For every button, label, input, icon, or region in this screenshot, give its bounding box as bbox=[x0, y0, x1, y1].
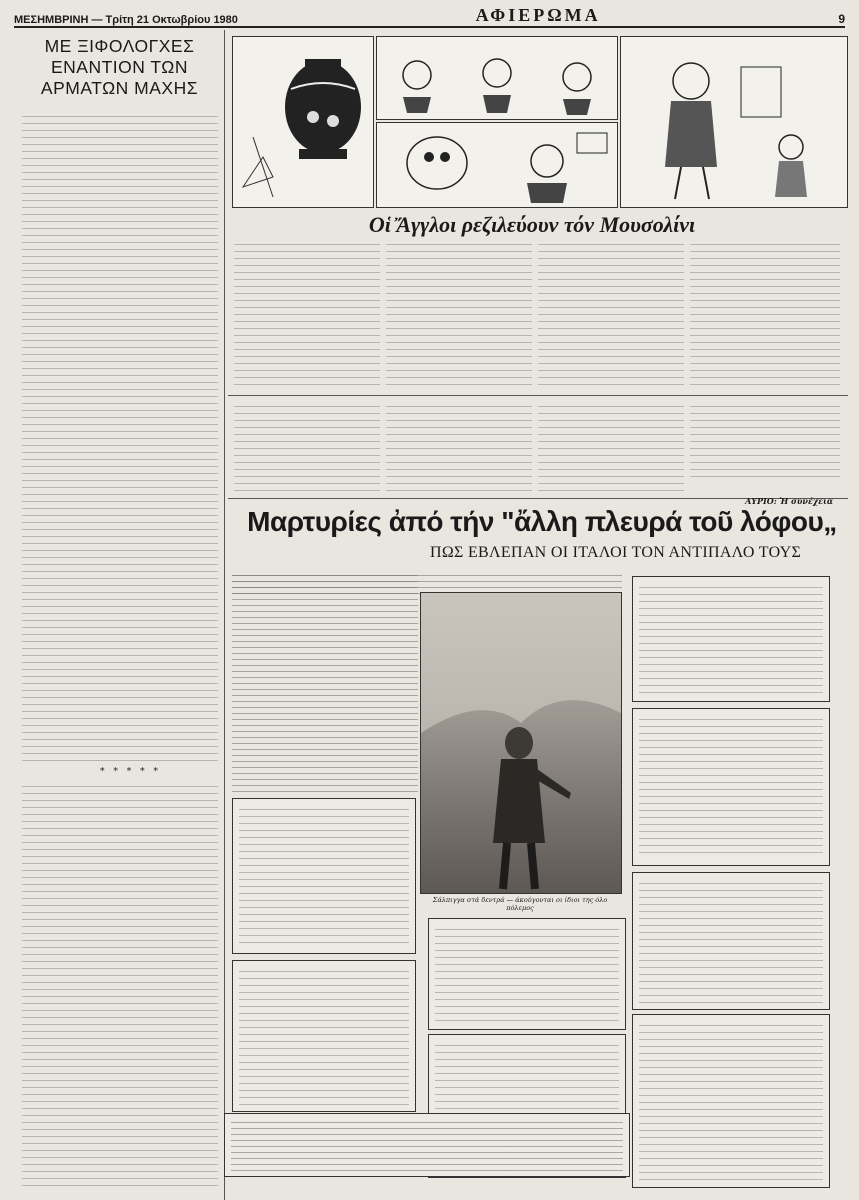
feature-subheadline: ΠΩΣ ΕΒΛΕΠΑΝ ΟΙ ΙΤΑΛΟΙ ΤΟΝ ΑΝΤΙΠΑΛΟ ΤΟΥΣ bbox=[430, 544, 802, 561]
testimony-box-1 bbox=[632, 576, 830, 702]
feature-intro-text bbox=[232, 572, 418, 792]
cartoon-panel-bottom bbox=[376, 122, 618, 208]
photo-caption: Σάλπιγγα στά δεντρά — άκούγονται οι ίδιοι της όλο πόλεμος bbox=[432, 896, 608, 912]
masthead bbox=[14, 4, 845, 28]
testimony-box-3 bbox=[632, 872, 830, 1010]
soldier-photo bbox=[420, 592, 622, 894]
page-number: 9 bbox=[838, 12, 845, 26]
feature-intro-lead bbox=[232, 572, 622, 594]
cartoons-article-col-1 bbox=[234, 240, 380, 390]
article-separator: * * * * * bbox=[100, 767, 161, 777]
cartoons-headline: Οἱ Ἄγγλοι ρεζιλεύουν τόν Μουσολίνι bbox=[368, 212, 696, 237]
footnote-box bbox=[224, 1113, 630, 1177]
continued-col-1 bbox=[234, 402, 380, 494]
cartoons-article-col-4 bbox=[690, 240, 840, 390]
continued-col-4 bbox=[690, 402, 840, 482]
issue-date: ΜΕΣΗΜΒΡΙΝΗ — Τρίτη 21 Οκτωβρίου 1980 bbox=[14, 14, 238, 26]
continued-col-2 bbox=[386, 402, 532, 494]
section-title: ΑΦΙΕΡΩΜΑ bbox=[475, 5, 601, 25]
testimony-box-4 bbox=[632, 1014, 830, 1188]
cartoon-vase-panel bbox=[232, 36, 374, 208]
left-article-headline: ΜΕ ΞΙΦΟΛΟΓΧΕΣ ΕΝΑΝΤΙΟΝ ΤΩΝ ΑΡΜΑΤΩΝ ΜΑΧΗΣ bbox=[40, 36, 199, 98]
column-rule bbox=[224, 30, 225, 1200]
testimony-box-7 bbox=[428, 918, 626, 1030]
continued-tomorrow: ΑΥΡΙΟ: Ἡ συνέχεια bbox=[745, 496, 833, 506]
testimony-box-5 bbox=[232, 798, 416, 954]
left-article-body bbox=[22, 112, 218, 767]
testimony-box-6 bbox=[232, 960, 416, 1112]
left-article-body-continued bbox=[22, 782, 218, 1192]
cartoons-article-col-2 bbox=[386, 240, 532, 390]
section-divider bbox=[228, 395, 848, 396]
feature-headline: Μαρτυρίες ἀπό τήν "ἄλλη πλευρά τοῦ λόφου„ bbox=[247, 506, 837, 537]
cartoon-panel-top bbox=[376, 36, 618, 120]
cartoons-article-col-3 bbox=[538, 240, 684, 390]
testimony-box-2 bbox=[632, 708, 830, 866]
cartoon-figure-panel bbox=[620, 36, 848, 208]
continued-col-3 bbox=[538, 402, 684, 494]
